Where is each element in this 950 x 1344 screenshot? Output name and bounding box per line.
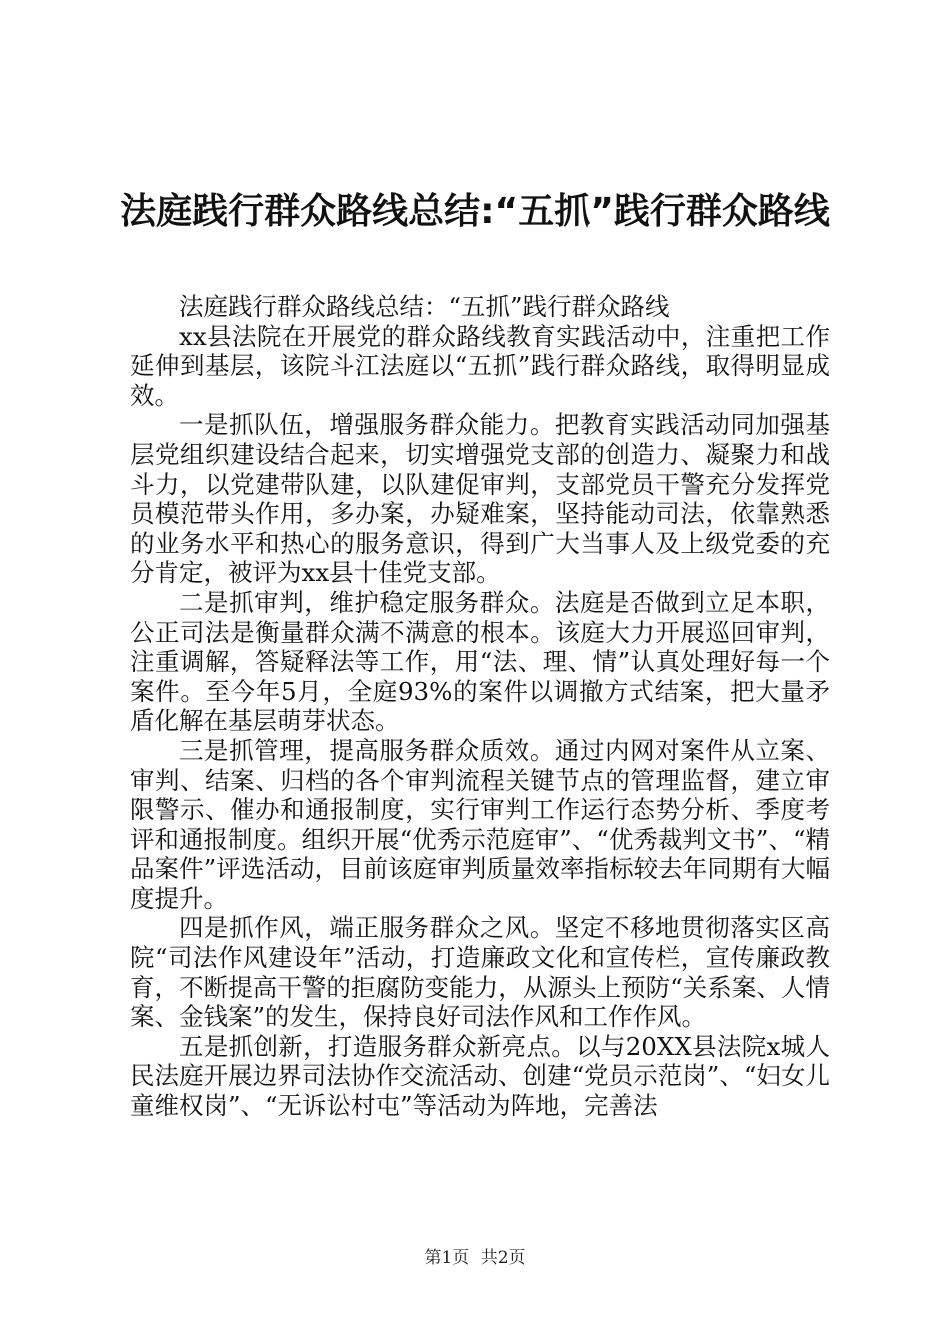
page-footer [0, 1243, 950, 1268]
document-body [130, 292, 830, 1121]
paragraph-point-4: 四是抓作风，端正服务群众之风。坚定不移地贯彻落实区高院“司法作风建设年”活动，打造廉政文化和宣传栏，宣传廉政教育，不断提高干警的拒腐防变能力，从源头上预防“关系案、人情案、金钱案”的发生，保持良好司法作风和工作作风。 [130, 913, 830, 1032]
paragraph-point-1: 一是抓队伍，增强服务群众能力。把教育实践活动同加强基层党组织建设结合起来，切实增强党支部的创造力、凝聚力和战斗力，以党建带队建，以队建促审判，支部党员干警充分发挥党员模范带头作用，多办案，办疑难案，坚持能动司法，依靠熟悉的业务水平和热心的服务意识，得到广大当事人及上级党委的充分肯定，被评为xx县十佳党支部。 [130, 410, 830, 588]
paragraph-point-3: 三是抓管理，提高服务群众质效。通过内网对案件从立案、审判、结案、归档的各个审判流程关键节点的管理监督，建立审限警示、催办和通报制度，实行审判工作运行态势分析、季度考评和通报制度。组织开展“优秀示范庭审”、“优秀裁判文书”、“精品案件”评选活动，目前该庭审判质量效率指标较去年同期有大幅度提升。 [130, 735, 830, 913]
paragraph-point-5: 五是抓创新，打造服务群众新亮点。以与20XX县法院x城人民法庭开展边界司法协作交流活动、创建“党员示范岗”、“妇女儿童维权岗”、“无诉讼村屯”等活动为阵地，完善法 [130, 1031, 830, 1121]
document-title: 法庭践行群众路线总结:“五抓”践行群众路线 [120, 191, 830, 232]
page-number: 第1页 [424, 1248, 470, 1268]
page-total: 共2页 [480, 1248, 526, 1268]
paragraph-intro: xx县法院在开展党的群众路线教育实践活动中，注重把工作延伸到基层，该院斗江法庭以“五抓”践行群众路线，取得明显成效。 [130, 321, 830, 410]
paragraph-heading: 法庭践行群众路线总结：“五抓”践行群众路线 [179, 292, 670, 321]
paragraph-point-2: 二是抓审判，维护稳定服务群众。法庭是否做到立足本职，公正司法是衡量群众满不满意的根本。该庭大力开展巡回审判，注重调解，答疑释法等工作，用“法、理、情”认真处理好每一个案件。至今年5月，全庭93%的案件以调撤方式结案，把大量矛盾化解在基层萌芽状态。 [130, 587, 830, 736]
